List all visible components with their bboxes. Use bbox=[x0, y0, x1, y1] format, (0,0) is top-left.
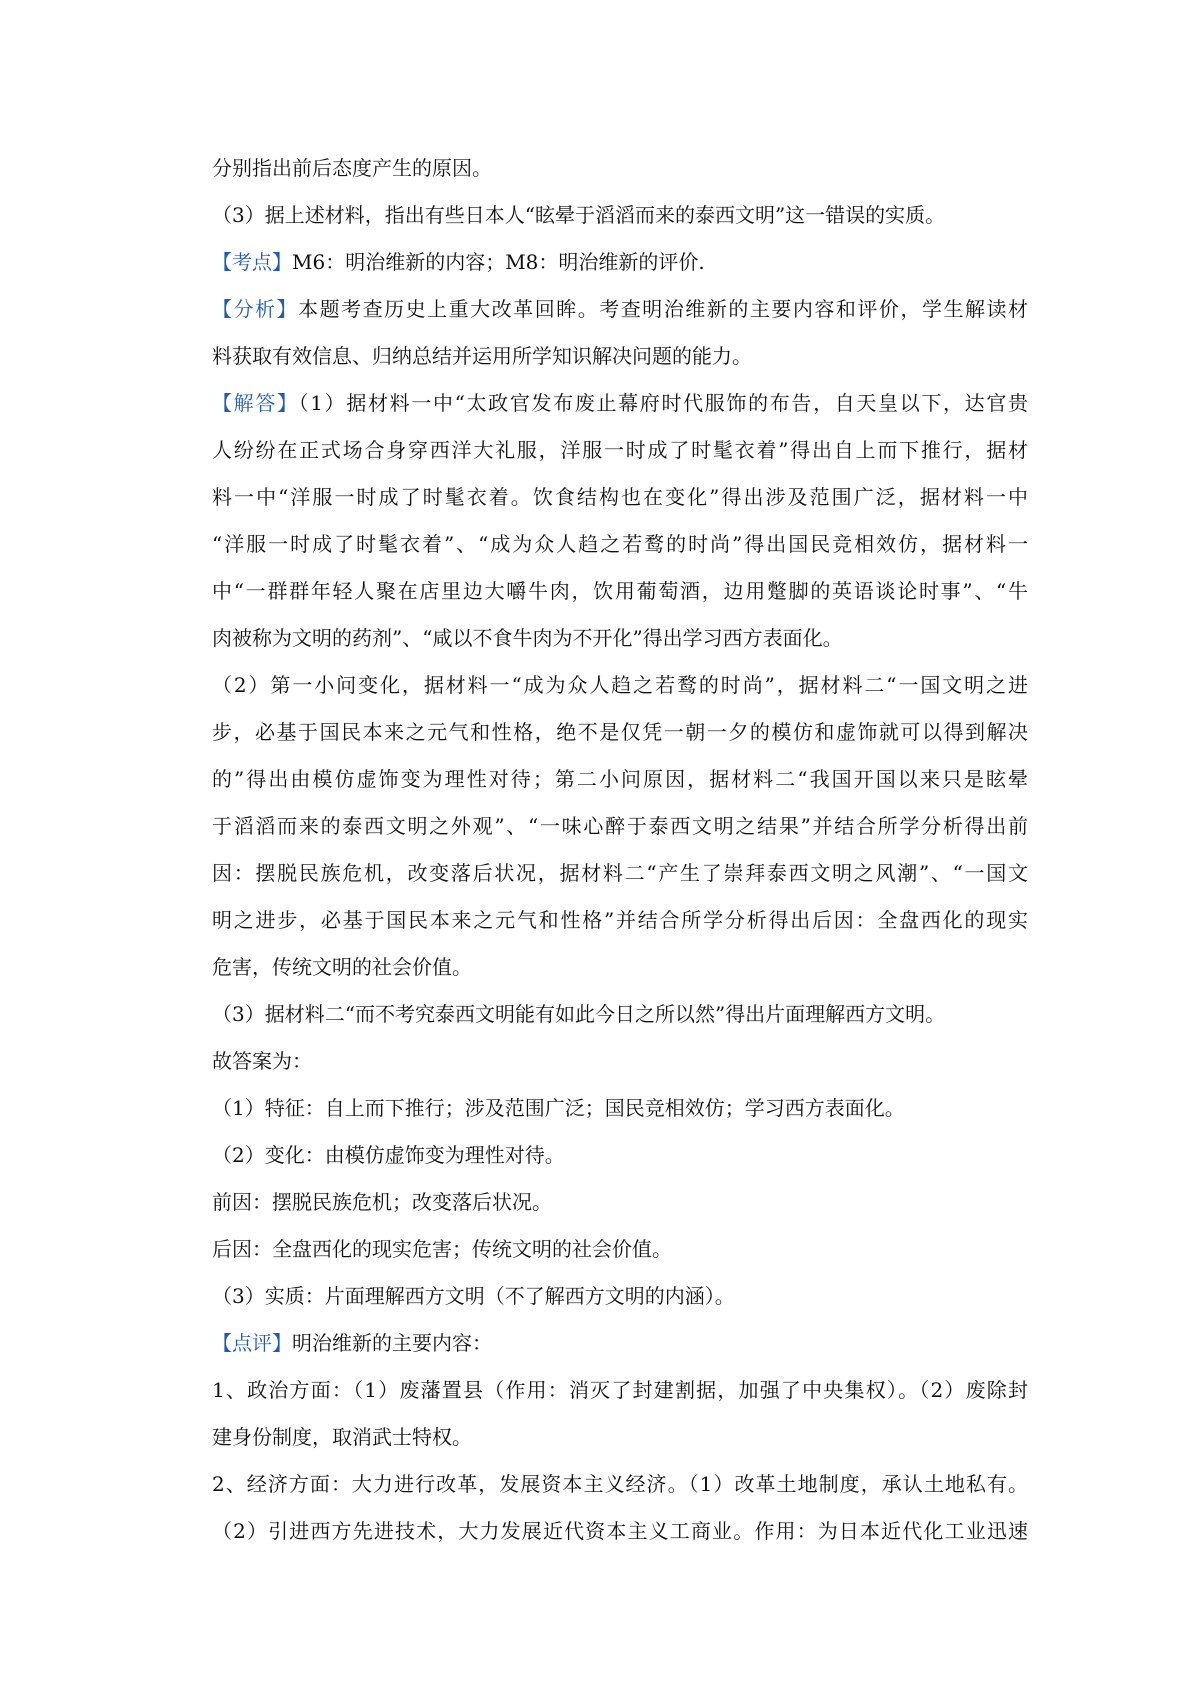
text-line bbox=[212, 944, 1028, 991]
line-text: （1）特征：自上而下推行；涉及范围广泛；国民竞相效仿；学习西方表面化。 bbox=[212, 1096, 905, 1120]
line-text: 中“一群群年轻人聚在店里边大嚼牛肉，饮用葡萄酒，边用蹩脚的英语谈论时事”、“牛 bbox=[212, 579, 1028, 603]
text-line bbox=[212, 192, 1028, 239]
line-text: （1）据材料一中“太政官发布废止幕府时代服饰的布告，自天皇以下，达官贵 bbox=[298, 391, 1028, 415]
line-text: （3）实质：片面理解西方文明（不了解西方文明的内涵）。 bbox=[212, 1284, 735, 1308]
line-text: 明之进步，必基于国民本来之元气和性格”并结合所学分析得出后因：全盘西化的现实 bbox=[212, 908, 1028, 932]
text-line bbox=[212, 1226, 1028, 1273]
line-text: 于滔滔而来的泰西文明之外观”、“一味心醉于泰西文明之结果”并结合所学分析得出前 bbox=[212, 814, 1028, 838]
text-line bbox=[212, 1179, 1028, 1226]
text-line bbox=[212, 850, 1028, 897]
text-line bbox=[212, 333, 1028, 380]
text-line bbox=[212, 1085, 1028, 1132]
line-text: 建身份制度，取消武士特权。 bbox=[212, 1425, 472, 1449]
line-text: 1、政治方面：（1）废藩置县（作用：消灭了封建割据，加强了中央集权）。（2）废除封 bbox=[212, 1378, 1028, 1402]
text-line bbox=[212, 756, 1028, 803]
line-text: 肉被称为文明的药剂”、“咸以不食牛肉为不开化”得出学习西方表面化。 bbox=[212, 626, 843, 650]
line-text: （3）据上述材料，指出有些日本人“眩晕于滔滔而来的泰西文明”这一错误的实质。 bbox=[212, 203, 946, 227]
line-text: 分别指出前后态度产生的原因。 bbox=[212, 156, 492, 180]
text-line bbox=[212, 803, 1028, 850]
section-tag: 【点评】 bbox=[212, 1331, 292, 1355]
text-line bbox=[212, 474, 1028, 521]
text-line bbox=[212, 568, 1028, 615]
text-line bbox=[212, 1273, 1028, 1320]
line-text: 因：摆脱民族危机，改变落后状况，据材料二“产生了崇拜泰西文明之风潮”、“一国文 bbox=[212, 861, 1028, 885]
section-tag: 【考点】 bbox=[212, 250, 292, 274]
line-text: （3）据材料二“而不考究泰西文明能有如此今日之所以然”得出片面理解西方文明。 bbox=[212, 1002, 946, 1026]
document-body bbox=[212, 145, 1028, 1555]
text-line bbox=[212, 286, 1028, 333]
text-line bbox=[212, 662, 1028, 709]
text-line bbox=[212, 427, 1028, 474]
line-text: 后因：全盘西化的现实危害；传统文明的社会价值。 bbox=[212, 1237, 672, 1261]
line-text: 人纷纷在正式场合身穿西洋大礼服，洋服一时成了时髦衣着”得出自上而下推行，据材 bbox=[212, 438, 1028, 462]
text-line bbox=[212, 521, 1028, 568]
text-line bbox=[212, 991, 1028, 1038]
line-text: 2、经济方面：大力进行改革，发展资本主义经济。（1）改革土地制度，承认土地私有。 bbox=[212, 1472, 1028, 1496]
text-line bbox=[212, 615, 1028, 662]
text-line bbox=[212, 709, 1028, 756]
text-line bbox=[212, 1038, 1028, 1085]
text-line bbox=[212, 897, 1028, 944]
line-text: 故答案为： bbox=[212, 1049, 312, 1073]
line-text: M6：明治维新的内容；M8：明治维新的评价. bbox=[292, 250, 705, 274]
text-line bbox=[212, 1367, 1028, 1414]
section-tag: 【分析】 bbox=[212, 297, 299, 321]
text-line bbox=[212, 1508, 1028, 1555]
text-line bbox=[212, 145, 1028, 192]
text-line bbox=[212, 380, 1028, 427]
line-text: 料一中“洋服一时成了时髦衣着。饮食结构也在变化”得出涉及范围广泛，据材料一中 bbox=[212, 485, 1028, 509]
line-text: 明治维新的主要内容： bbox=[292, 1331, 492, 1355]
line-text: （2）引进西方先进技术，大力发展近代资本主义工商业。作用：为日本近代化工业迅速 bbox=[212, 1519, 1028, 1543]
line-text: 前因：摆脱民族危机；改变落后状况。 bbox=[212, 1190, 552, 1214]
line-text: “洋服一时成了时髦衣着”、“成为众人趋之若鹜的时尚”得出国民竞相效仿，据材料一 bbox=[212, 532, 1028, 556]
line-text: 步，必基于国民本来之元气和性格，绝不是仅凭一朝一夕的模仿和虚饰就可以得到解决 bbox=[212, 720, 1028, 744]
section-tag: 【解答】 bbox=[212, 391, 299, 415]
text-line bbox=[212, 1414, 1028, 1461]
line-text: 本题考查历史上重大改革回眸。考查明治维新的主要内容和评价，学生解读材 bbox=[298, 297, 1029, 321]
text-line bbox=[212, 239, 1028, 286]
line-text: 的”得出由模仿虚饰变为理性对待；第二小问原因，据材料二“我国开国以来只是眩晕 bbox=[212, 767, 1028, 791]
line-text: 料获取有效信息、归纳总结并运用所学知识解决问题的能力。 bbox=[212, 344, 752, 368]
text-line bbox=[212, 1320, 1028, 1367]
text-line bbox=[212, 1132, 1028, 1179]
line-text: 危害，传统文明的社会价值。 bbox=[212, 955, 472, 979]
line-text: （2）变化：由模仿虚饰变为理性对待。 bbox=[212, 1143, 565, 1167]
text-line bbox=[212, 1461, 1028, 1508]
line-text: （2）第一小问变化，据材料一“成为众人趋之若鹜的时尚”，据材料二“一国文明之进 bbox=[212, 673, 1028, 697]
